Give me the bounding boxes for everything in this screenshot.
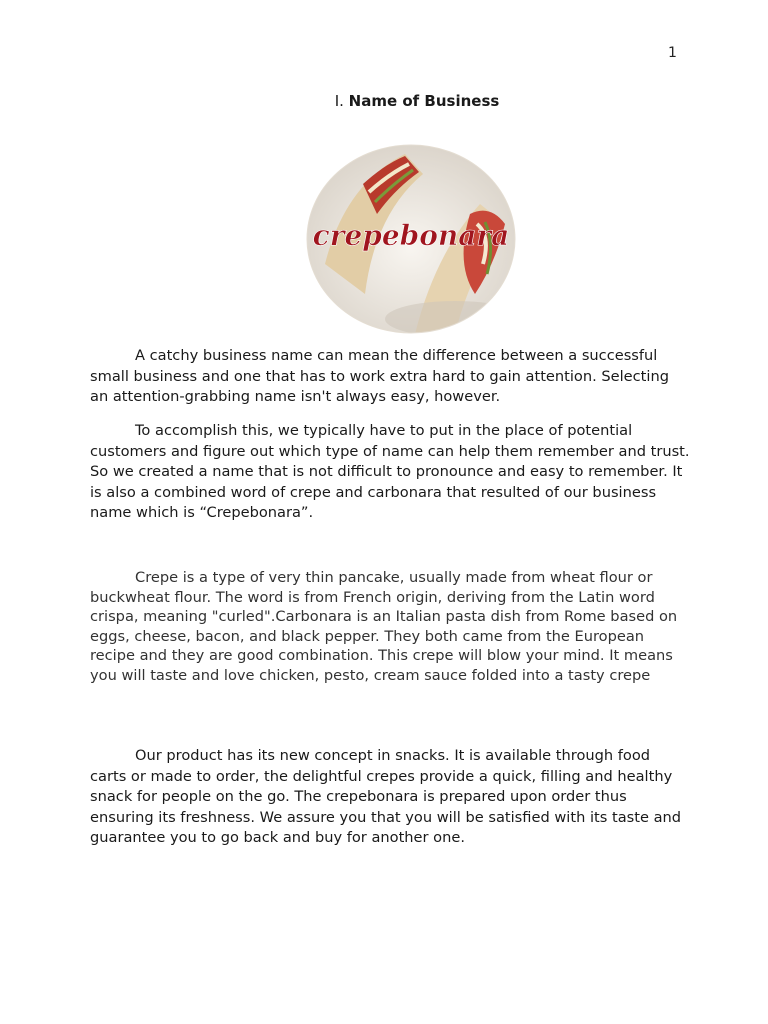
paragraph-1 xyxy=(90,346,690,408)
logo-text: crepebonara xyxy=(312,219,510,252)
section-numeral: I. xyxy=(334,92,349,110)
page-number: 1 xyxy=(668,45,677,61)
paragraph-3 xyxy=(90,568,690,685)
paragraph-4-text: Our product has its new concept in snacks. It is available through food carts or made to order, the delightful crepes provide a quick, filling and healthy snack for people on the go. The crepebonara is prepared upon order thus ensuring its freshness. We assure you that you will be satisfied with its taste and guarantee you to go back and buy for another one. xyxy=(90,747,682,846)
paragraph-2-text: To accomplish this, we typically have to put in the place of potential customers and figure out which type of name can help them remember and trust. So we created a name that is not difficult to pronounce and easy to remember. It is also a combined word of crepe and carbonara that resulted of our business name which is “Crepebonara”. xyxy=(90,422,690,521)
crepebonara-logo xyxy=(305,144,517,334)
logo-image xyxy=(305,144,517,334)
paragraph-3-text: Crepe is a type of very thin pancake, usually made from wheat flour or buckwheat flour. The word is from French origin, deriving from the Latin word crispa, meaning "curled".Carbonara is an Italian pasta dish from Rome based on eggs, cheese, bacon, and black pepper. They both came from the European recipe and they are good combination. This crepe will blow your mind. It means you will taste and love chicken, pesto, cream sauce folded into a tasty crepe xyxy=(90,569,678,684)
section-title: Name of Business xyxy=(348,92,500,110)
paragraph-4 xyxy=(90,746,690,849)
paragraph-2 xyxy=(90,421,690,524)
paragraph-1-text: A catchy business name can mean the difference between a successful small business and one that has to work extra hard to gain attention. Selecting an attention-grabbing name isn't always easy, however. xyxy=(90,347,669,405)
section-heading xyxy=(0,92,768,110)
